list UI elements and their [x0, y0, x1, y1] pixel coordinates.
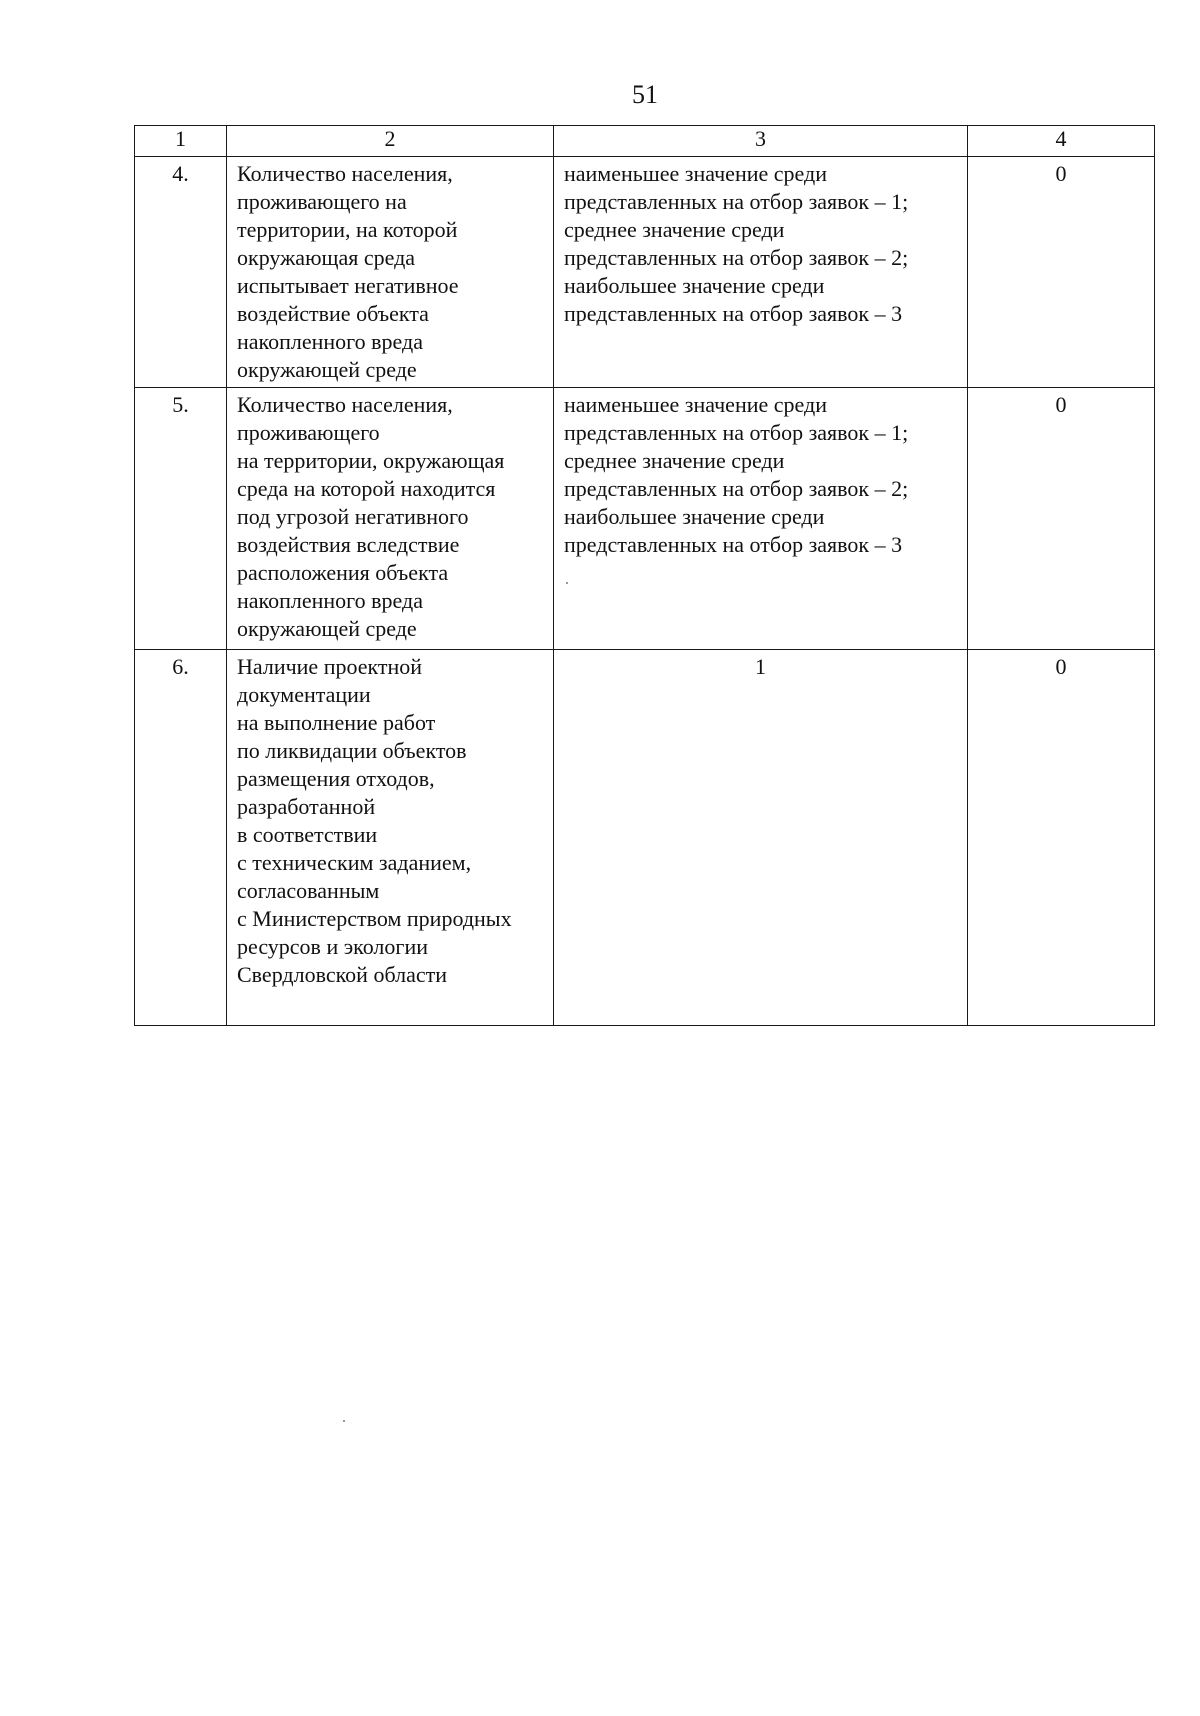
- criterion-line: испытывает негативное: [237, 273, 459, 298]
- criterion-line: воздействия вследствие: [237, 532, 460, 557]
- criterion-cell: [227, 388, 554, 650]
- scoring-line: среднее значение среди: [564, 217, 785, 242]
- scoring-line: наибольшее значение среди: [564, 504, 825, 529]
- criterion-line: проживающего: [237, 420, 380, 445]
- header-col-2: 2: [227, 126, 554, 157]
- criterion-line: документации: [237, 682, 371, 707]
- table-row: [135, 650, 1155, 1026]
- criterion-line: окружающая среда: [237, 245, 416, 270]
- criterion-line: согласованным: [237, 878, 380, 903]
- scoring-line: наименьшее значение среди: [564, 161, 827, 186]
- scoring-cell: 1: [554, 650, 968, 1026]
- table-header-row: [135, 126, 1155, 157]
- header-col-4: 4: [968, 126, 1155, 157]
- criterion-line: разработанной: [237, 794, 376, 819]
- value-cell: 0: [968, 388, 1155, 650]
- criteria-table: [134, 125, 1155, 1026]
- criterion-cell: [227, 157, 554, 388]
- scoring-line: представленных на отбор заявок – 2;: [564, 245, 909, 270]
- criterion-line: окружающей среде: [237, 616, 417, 641]
- scoring-line: представленных на отбор заявок – 1;: [564, 420, 909, 445]
- criterion-line: Количество населения,: [237, 161, 453, 186]
- scoring-cell: [554, 388, 968, 650]
- criterion-line: воздействие объекта: [237, 301, 429, 326]
- criterion-line: размещения отходов,: [237, 766, 435, 791]
- scoring-line: наибольшее значение среди: [564, 273, 825, 298]
- criterion-line: ресурсов и экологии: [237, 934, 428, 959]
- scoring-cell: [554, 157, 968, 388]
- criterion-line: на территории, окружающая: [237, 448, 505, 473]
- criterion-line: с Министерством природных: [237, 906, 512, 931]
- criterion-line: накопленного вреда: [237, 588, 423, 613]
- scoring-line: среднее значение среди: [564, 448, 785, 473]
- criterion-line: под угрозой негативного: [237, 504, 469, 529]
- criterion-line: Свердловской области: [237, 962, 447, 987]
- criterion-line: накопленного вреда: [237, 329, 423, 354]
- criterion-line: Количество населения,: [237, 392, 453, 417]
- scoring-line: наименьшее значение среди: [564, 392, 827, 417]
- header-col-3: 3: [554, 126, 968, 157]
- criterion-line: Наличие проектной: [237, 654, 423, 679]
- scoring-line: представленных на отбор заявок – 3: [564, 532, 903, 557]
- row-number: 6.: [135, 650, 227, 1026]
- scan-speck: [343, 1420, 345, 1422]
- table-row: [135, 388, 1155, 650]
- criterion-line: с техническим заданием,: [237, 850, 472, 875]
- page-number: 51: [632, 80, 658, 109]
- criterion-line: территории, на которой: [237, 217, 458, 242]
- criterion-line: среда на которой находится: [237, 476, 496, 501]
- criterion-cell: [227, 650, 554, 1026]
- scoring-line: представленных на отбор заявок – 1;: [564, 189, 909, 214]
- row-number: 4.: [135, 157, 227, 388]
- criterion-line: расположения объекта: [237, 560, 449, 585]
- value-cell: 0: [968, 650, 1155, 1026]
- criterion-line: на выполнение работ: [237, 710, 436, 735]
- value-cell: 0: [968, 157, 1155, 388]
- criterion-line: в соответствии: [237, 822, 378, 847]
- scoring-line: представленных на отбор заявок – 2;: [564, 476, 909, 501]
- row-number: 5.: [135, 388, 227, 650]
- table-row: [135, 157, 1155, 388]
- criterion-line: окружающей среде: [237, 357, 417, 382]
- criterion-line: по ликвидации объектов: [237, 738, 467, 763]
- header-col-1: 1: [135, 126, 227, 157]
- criterion-line: проживающего на: [237, 189, 407, 214]
- scoring-line: представленных на отбор заявок – 3: [564, 301, 903, 326]
- scan-speck: [566, 582, 568, 584]
